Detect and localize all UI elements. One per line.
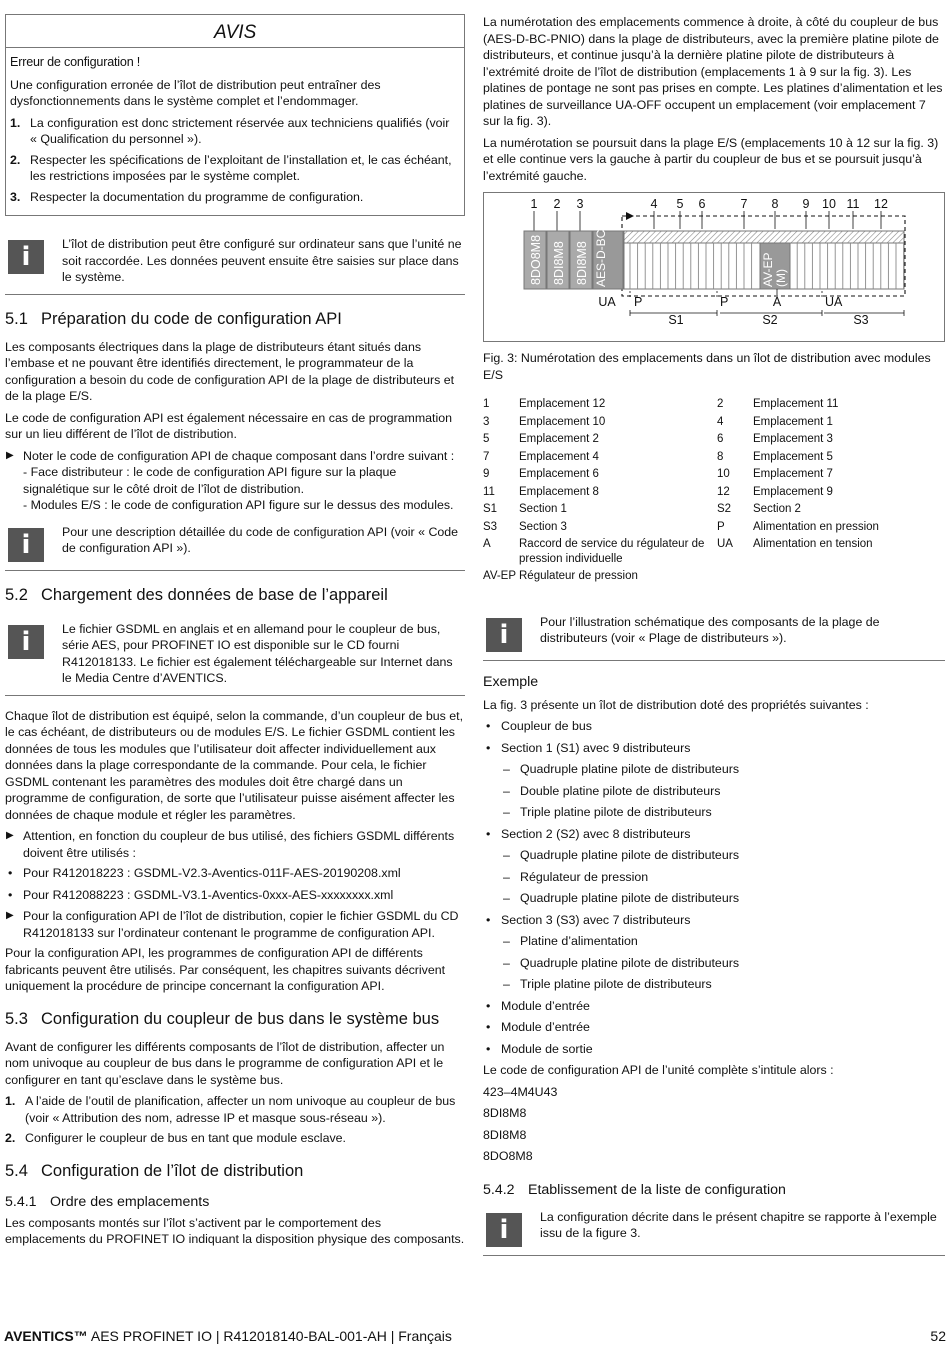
bullet-item: • Module d’entrée bbox=[483, 1019, 945, 1036]
legend-value: Emplacement 8 bbox=[519, 485, 599, 498]
list-item: 1. A l’aide de l’outil de planification, affecter un nom univoque au coupleur de bus (voir « Attribution des nom, adresse IP et masque sous-réseau »). bbox=[5, 1094, 456, 1125]
connection-label: UA bbox=[598, 295, 616, 309]
slot-label: 11 bbox=[846, 197, 860, 211]
legend-key: 12 bbox=[717, 485, 730, 498]
module-label: 8DO8M8 bbox=[529, 234, 543, 285]
left-column bbox=[5, 14, 465, 1253]
legend-key: 2 bbox=[717, 398, 724, 410]
slot-label: 5 bbox=[676, 197, 684, 211]
notice-box bbox=[5, 14, 465, 216]
paragraph: Les composants électriques dans la plage de distributeurs étant situés dans l’embase et ne pouvant être identifiés directement, le programmateur de la configuration a besoin du code de configuration API de la plage de distributeurs et de la plage E/S. bbox=[5, 339, 455, 403]
legend-value: Emplacement 3 bbox=[753, 433, 833, 445]
legend-value: Emplacement 1 bbox=[753, 415, 833, 428]
config-code: 8DI8M8 bbox=[483, 1127, 527, 1142]
legend-key: 7 bbox=[483, 450, 490, 463]
slot-label: 12 bbox=[874, 197, 888, 211]
paragraph: La fig. 3 présente un îlot de distribution doté des propriétés suivantes : bbox=[483, 697, 869, 712]
legend-key: 10 bbox=[717, 468, 730, 480]
connection-label: P bbox=[720, 295, 729, 309]
legend-key bbox=[717, 569, 753, 584]
slot-label: 7 bbox=[740, 197, 748, 211]
module-label: 8DI8M8 bbox=[552, 241, 566, 285]
paragraph: La numérotation des emplacements commence à droite, à côté du coupleur de bus (AES-D-BC-PNIO) dans la plage de distributeurs, avec la première platine pilote de distributeurs, et continue jusqu’à la dernière platine pilote de distributeurs à l’extrémité droite de l’îlot de distribution (emplacements 1 à 9 sur la fig. 3). Les platines de pontage ne sont pas prises en compte. Les platines d’alimentation et les platines de surveillance UA-OFF occupent un emplacement (voir emplacement 7 sur la fig. 3). bbox=[483, 15, 943, 128]
legend-value: Section 2 bbox=[753, 503, 801, 515]
bullet-item: • Section 2 (S2) avec 8 distributeurs bbox=[483, 826, 945, 843]
config-code-list bbox=[483, 1084, 945, 1165]
paragraph: La numérotation se poursuit dans la plage E/S (emplacements 10 à 12 sur la fig. 3) et elle continue vers la gauche à partir du coupleur de bus et se poursuit jusqu’à l’extrémité gauche. bbox=[483, 135, 939, 183]
paragraph: Les composants montés sur l’îlot s’activent par le comportement des emplacements du PROFINET IO indiquant la disposition physique des composants. bbox=[5, 1215, 465, 1246]
info-icon: i bbox=[8, 240, 44, 274]
legend-value: Régulateur de pression bbox=[519, 570, 638, 582]
sub-item: – Régulateur de pression bbox=[483, 869, 945, 886]
list-item: 3. Respecter la documentation du programme de configuration. bbox=[10, 189, 364, 204]
legend-value: Section 1 bbox=[519, 503, 567, 515]
info-note: i Pour une description détaillée du code de configuration API (voir « Code de configuration API »). bbox=[5, 518, 465, 571]
info-note: i La configuration décrite dans le présent chapitre se rapporte à l’exemple issu de la figure 3. bbox=[483, 1203, 945, 1256]
legend-key: UA bbox=[717, 538, 733, 550]
legend-value bbox=[753, 569, 945, 584]
instruction-step: ▶ Pour la configuration API de l’îlot de distribution, copier le fichier GSDML du CD R412018133 sur l’ordinateur contenant le programme de configuration API. bbox=[5, 908, 465, 941]
section-label: S3 bbox=[853, 313, 869, 327]
slot-number-labels bbox=[531, 197, 888, 211]
figure-3-diagram bbox=[483, 192, 945, 342]
instruction-step: ▶ Noter le code de configuration API de chaque composant dans l’ordre suivant : - Face distributeur : le code de configuration API figure sur la plaque signalétique sur le côté droit de l’îlot de distribution. - Modules E/S : le code de configuration API figure sur le dessus des modules. bbox=[5, 448, 465, 514]
sub-item: – Quadruple platine pilote de distributeurs bbox=[483, 847, 945, 864]
legend-key: AV-EP bbox=[483, 570, 517, 582]
example-heading: Exemple bbox=[483, 673, 539, 690]
config-code: 423–4M4U43 bbox=[483, 1084, 558, 1099]
sub-item: – Quadruple platine pilote de distributeurs bbox=[483, 761, 945, 778]
legend-value: Raccord de service du régulateur de pression individuelle bbox=[519, 538, 705, 565]
legend-value: Section 3 bbox=[519, 520, 567, 533]
info-icon: i bbox=[486, 618, 522, 652]
module-label: 8DI8M8 bbox=[575, 241, 589, 285]
paragraph: Chaque îlot de distribution est équipé, selon la commande, d’un coupleur de bus et, le cas échéant, de distributeurs ou de modules E/S. Le fichier GSDML contient les données de tous les modules que l’utilisateur doit affecter individuellement aux données dans la plage correspondante de la commande. Pour cela, le fichier GSDML contenant les paramètres des modules doit être chargé dans un programme de configuration, de sorte que l’utilisateur puisse aisément affecter les données de chaque module et régler les paramètres. bbox=[5, 708, 464, 822]
figure-caption: Fig. 3: Numérotation des emplacements dans un îlot de distribution avec modules E/S bbox=[483, 351, 931, 382]
legend-value: Emplacement 2 bbox=[519, 433, 599, 445]
example-list bbox=[483, 718, 945, 1057]
section-heading-5-1: 5.1 Préparation du code de configuration API bbox=[5, 309, 342, 328]
slot-label: 9 bbox=[802, 197, 810, 211]
legend-key: 4 bbox=[717, 415, 724, 428]
sub-item: – Triple platine pilote de distributeurs bbox=[483, 976, 945, 993]
info-icon: i bbox=[486, 1213, 522, 1247]
sub-item: – Quadruple platine pilote de distributeurs bbox=[483, 955, 945, 972]
bullet-item: • Pour R412018223 : GSDML-V2.3-Aventics-011F-AES-20190208.xml bbox=[5, 865, 465, 882]
legend-key: 11 bbox=[483, 485, 495, 498]
slot-label: 6 bbox=[698, 197, 706, 211]
connection-label: P bbox=[634, 295, 643, 309]
legend-key: S1 bbox=[483, 503, 498, 515]
info-icon: i bbox=[8, 625, 44, 659]
connection-label: UA bbox=[825, 295, 843, 309]
subsection-heading-5-4-2: 5.4.2 Etablissement de la liste de configuration bbox=[483, 1181, 786, 1198]
info-note: i L’îlot de distribution peut être configuré sur ordinateur sans que l’unité ne soit raccordée. Les données peuvent ensuite être saisies sur place dans le système. bbox=[5, 230, 465, 295]
regulator-label: AV-EP bbox=[761, 252, 775, 287]
notice-text: Une configuration erronée de l’îlot de distribution peut entraîner des dysfonctionnements dans le système complet et l’endommager. bbox=[10, 77, 381, 108]
slot-label: 8 bbox=[771, 197, 779, 211]
legend-value: Emplacement 12 bbox=[519, 398, 606, 410]
slot-label: 1 bbox=[530, 197, 538, 211]
info-icon: i bbox=[8, 528, 44, 562]
notice-heading: Erreur de configuration ! bbox=[10, 55, 141, 69]
slot-label: 4 bbox=[650, 197, 658, 211]
legend-value: Alimentation en pression bbox=[753, 520, 879, 533]
sub-item: – Triple platine pilote de distributeurs bbox=[483, 804, 945, 821]
notice-title: AVIS bbox=[214, 22, 257, 43]
list-item: 2. Configurer le coupleur de bus en tant que module esclave. bbox=[5, 1131, 346, 1145]
legend-value: Emplacement 11 bbox=[753, 398, 839, 410]
bullet-item: • Pour R412088223 : GSDML-V3.1-Aventics-0xxx-AES-xxxxxxxx.xml bbox=[5, 887, 465, 904]
legend-key: S3 bbox=[483, 520, 498, 533]
regulator-label-m: (M) bbox=[774, 269, 788, 287]
paragraph: Le code de configuration API de l’unité complète s’intitule alors : bbox=[483, 1063, 834, 1077]
section-heading-5-3: 5.3 Configuration du coupleur de bus dans le système bus bbox=[5, 1009, 440, 1028]
bullet-item: • Section 1 (S1) avec 9 distributeurs bbox=[483, 740, 945, 757]
legend-value: Emplacement 10 bbox=[519, 415, 606, 428]
bullet-item: • Section 3 (S3) avec 7 distributeurs bbox=[483, 912, 945, 929]
legend-value: Emplacement 4 bbox=[519, 450, 599, 463]
footer-text: AES PROFINET IO | R412018140-BAL-001-AH | Français bbox=[87, 1328, 452, 1344]
bullet-item: • Module de sortie bbox=[483, 1041, 945, 1058]
list-item: 2. Respecter les spécifications de l’exploitant de l’installation et, le cas échéant, les restrictions imposées par le système complet. bbox=[10, 152, 452, 183]
paragraph: Le code de configuration API est également nécessaire en cas de programmation sur un lieu différent de l’îlot de distribution. bbox=[5, 410, 453, 441]
paragraph: Avant de configurer les différents composants de l’îlot de distribution, affecter un nom univoque au coupleur de bus dans le programme de configuration API et le configurer en tant qu’esclave dans le système bus. bbox=[5, 1039, 445, 1087]
slot-label: 10 bbox=[822, 197, 836, 211]
bus-coupler-label: AES-D-BC-PNIO bbox=[594, 196, 608, 287]
page-footer bbox=[4, 1328, 946, 1345]
legend-key: S2 bbox=[717, 503, 732, 515]
legend-value: Emplacement 9 bbox=[753, 485, 833, 498]
legend-key: 1 bbox=[483, 398, 490, 410]
config-code: 8DO8M8 bbox=[483, 1149, 533, 1163]
list-item: 1. La configuration est donc strictement réservée aux techniciens qualifiés (voir « Qualification du personnel »). bbox=[10, 115, 450, 146]
section-heading-5-2: 5.2 Chargement des données de base de l’appareil bbox=[5, 585, 388, 604]
subsection-heading-5-4-1: 5.4.1 Ordre des emplacements bbox=[5, 1193, 210, 1210]
notice-list bbox=[10, 115, 458, 206]
sub-item: – Platine d’alimentation bbox=[483, 933, 945, 950]
instruction-step: ▶ Attention, en fonction du coupleur de bus utilisé, des fichiers GSDML différents doivent être utilisés : bbox=[5, 828, 465, 861]
sub-item: – Double platine pilote de distributeurs bbox=[483, 783, 945, 800]
slot-label: 3 bbox=[576, 197, 584, 211]
legend-key: A bbox=[483, 538, 491, 550]
legend-key: 5 bbox=[483, 433, 490, 445]
section-label: S2 bbox=[762, 313, 778, 327]
legend-key: 3 bbox=[483, 415, 490, 428]
config-code: 8DI8M8 bbox=[483, 1106, 527, 1120]
bullet-item: • Module d’entrée bbox=[483, 998, 945, 1015]
legend-key: 9 bbox=[483, 468, 490, 480]
legend-key: 8 bbox=[717, 450, 724, 463]
paragraph: Pour la configuration API, les programmes de configuration API de différents fabricants peuvent être utilisés. Par conséquent, les chapitres suivants décrivent uniquement la procédure de principe concernant la configuration API. bbox=[5, 946, 446, 993]
legend-value: Alimentation en tension bbox=[753, 538, 873, 550]
page-number: 52 bbox=[930, 1328, 946, 1344]
right-column bbox=[483, 14, 945, 1268]
figure-legend bbox=[483, 397, 945, 584]
legend-value: Emplacement 5 bbox=[753, 450, 833, 463]
footer-brand: AVENTICS™ bbox=[4, 1328, 88, 1344]
connection-label: A bbox=[772, 295, 782, 309]
steps-list bbox=[5, 1093, 465, 1147]
section-heading-5-4: 5.4 Configuration de l’îlot de distribution bbox=[5, 1161, 304, 1180]
bullet-item: • Coupleur de bus bbox=[483, 718, 945, 735]
slot-label: 2 bbox=[553, 197, 561, 211]
section-label: S1 bbox=[668, 313, 684, 327]
info-note: i Le fichier GSDML en anglais et en allemand pour le coupleur de bus, série AES, pour PROFINET IO est disponible sur le CD fourni R412018133. Le fichier est également téléchargeable sur Internet dans le Media Centre d’AVENTICS. bbox=[5, 615, 465, 696]
valve-terminal-diagram bbox=[484, 193, 944, 341]
legend-value: Emplacement 7 bbox=[753, 468, 833, 480]
legend-value: Emplacement 6 bbox=[519, 468, 599, 480]
info-note: i Pour l’illustration schématique des composants de la plage de distributeurs (voir « Plage de distributeurs »). bbox=[483, 608, 945, 661]
legend-key: P bbox=[717, 520, 725, 533]
sub-item: – Quadruple platine pilote de distributeurs bbox=[483, 890, 945, 907]
legend-key: 6 bbox=[717, 433, 724, 445]
